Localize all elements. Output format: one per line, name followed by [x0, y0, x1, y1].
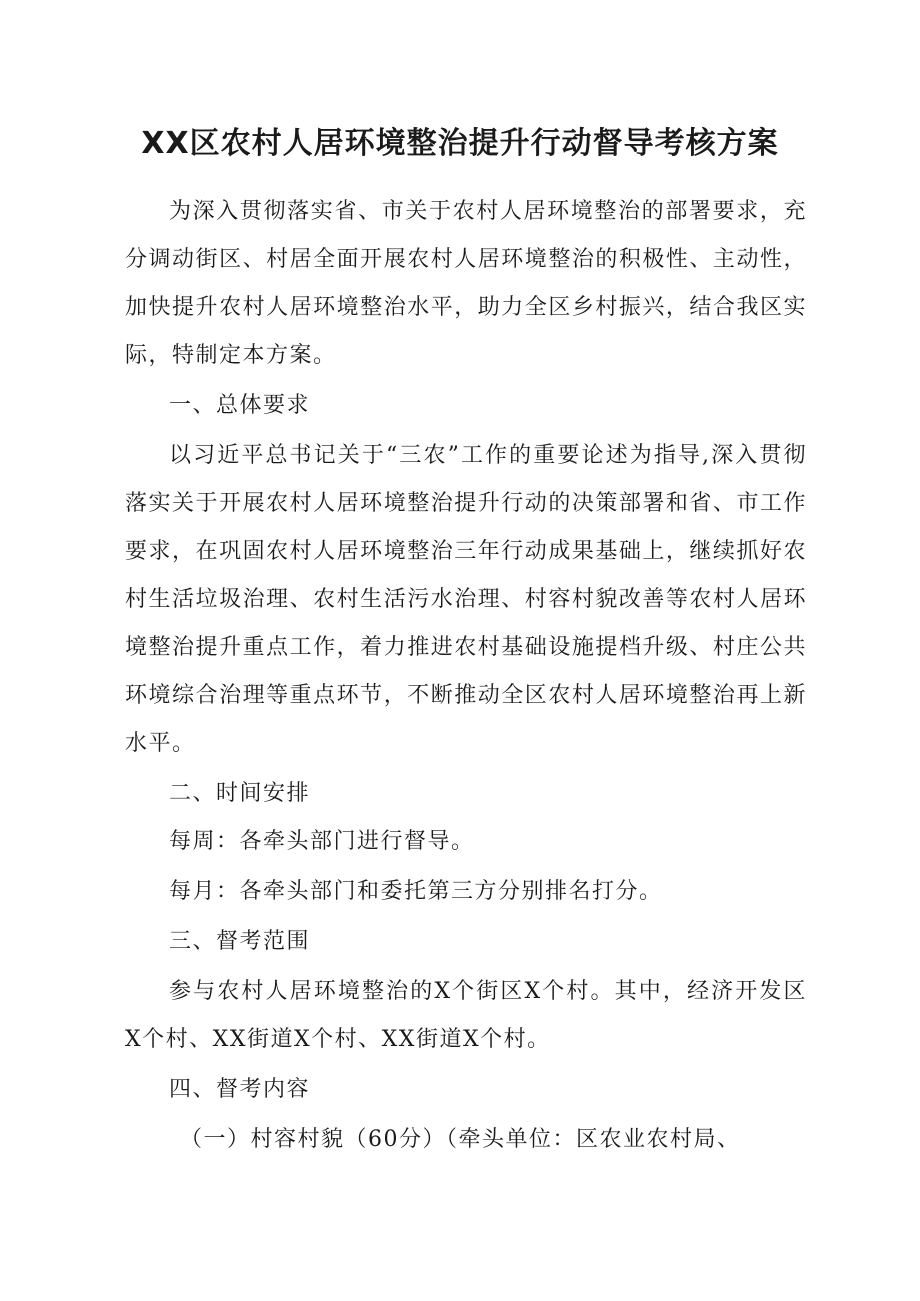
document-title: XX区农村人居环境整治提升行动督导考核方案	[141, 126, 779, 161]
section-heading-general-requirements: 一、总体要求	[169, 393, 311, 418]
section-heading-scope: 三、督考范围	[169, 929, 311, 954]
intro-paragraph: 为深入贯彻落实省、市关于农村人居环境整治的部署要求，充分调动街区、村居全面开展农村人居环境整治的积极性、主动性，加快提升农村人居环境整治水平，助力全区乡村振兴，结合我区实际，特制定本方案。	[125, 199, 807, 368]
general-requirements-paragraph: 以习近平总书记关于“三农”工作的重要论述为指导,深入贯彻落实关于开展农村人居环境整治提升行动的决策部署和省、市工作要求，在巩固农村人居环境整治三年行动成果基础上，继续抓好农村生活垃圾治理、农村生活污水治理、村容村貌改善等农村人居环境整治提升重点工作，着力推进农村基础设施提档升级、村庄公共环境综合治理等重点环节，不断推动全区农村人居环境整治再上新水平。	[125, 443, 807, 756]
scope-paragraph: 参与农村人居环境整治的X个街区X个村。其中，经济开发区X个村、XX街道X个村、XX街道X个村。	[125, 979, 807, 1052]
section-heading-content: 四、督考内容	[169, 1077, 311, 1102]
schedule-monthly: 每月：各牵头部门和委托第三方分别排名打分。	[169, 879, 663, 904]
content-item-village-appearance: （一）村容村貌（60分）（牵头单位：区农业农村局、	[180, 1127, 741, 1152]
section-heading-schedule: 二、时间安排	[169, 781, 311, 806]
document-body	[125, 188, 807, 1164]
schedule-weekly: 每周：各牵头部门进行督导。	[169, 829, 475, 854]
